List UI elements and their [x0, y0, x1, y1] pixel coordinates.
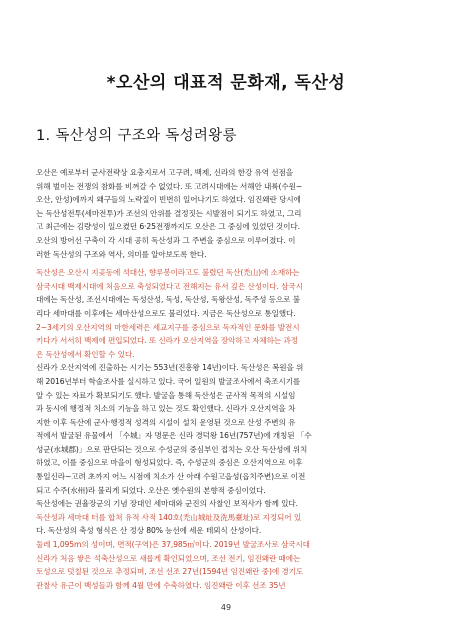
body-line: 알 수 있는 자료가 확보되기도 했다. 발굴을 통해 독산성은 군사적 목적의 시설임 — [36, 390, 296, 400]
body-line: 둘레 1,095m의 성이며, 면적(구역)은 37,985㎡이다. 2019년 발굴조사로 삼국시대 — [36, 540, 310, 550]
body-line: 독산성은 오산시 지곶동에 석대산, 향루봉이라고도 불렸던 독산(禿山)에 소재하는 — [36, 268, 300, 278]
body-line: 독산성에는 권율장군의 기념 장대인 세마대와 군진의 사찰인 보적사가 함께 있다. — [36, 499, 298, 509]
body-line: 는 독산성전투(세마전투)가 조선의 안위를 결정짓는 시발점이 되기도 하였고, 그리 — [36, 208, 302, 218]
paragraph-4 — [36, 497, 418, 592]
body-line: 적에서 발굴된 유물에서 「수城」자 명문은 신라 경덕왕 16년(757년)에 개칭된 「수 — [36, 431, 312, 441]
body-line: 독산성과 세마대 터를 합쳐 유적 사적 140호(禿山城址及洗馬臺址)로 지정되어 있 — [36, 512, 302, 522]
body-line: 토성으로 덧칠된 것으로 추정되며, 조선 선조 27년(1594년 임진왜란 중)에 경기도 — [36, 567, 304, 577]
body-line: 러한 독산성의 구조와 역사, 의미를 알아보도록 한다. — [36, 249, 207, 259]
body-line: 해 2016년부터 학술조사를 실시하고 있다. 국어 일원의 발굴조사에서 축조시기를 — [36, 376, 301, 386]
section-heading: 1. 독산성의 구조와 독성려왕릉 — [36, 128, 237, 144]
body-line: 키다가 서서히 백제에 편입되었다. 또 신라가 오산지역을 장악하고 자체하는 과정 — [36, 336, 298, 346]
body-line: 은 독산성에서 확인할 수 있다. — [36, 349, 135, 359]
body-line: 다. 독산성의 축성 형식은 산 정상 80% 능선에 세운 테뫼식 산성이다. — [36, 526, 262, 536]
body-line: 오산은 예로부터 군사전략상 요충지로서 고구려, 백제, 신라의 한강 유역 선점을 — [36, 168, 293, 177]
body-line: 되고 수주(水州)라 불리게 되었다. 오산은 옛수원의 본향적 중심이었다. — [36, 485, 266, 495]
body-line: 성군(水城郡)」으로 판단되는 것으로 수성군의 중심부인 접치는 오산 독산성에 위치 — [36, 444, 308, 454]
body-line: 신라가 오산지역에 진출하는 시기는 553년(진흥왕 14년)이다. 독산성은 복원을 위 — [36, 363, 304, 373]
paragraph-2 — [36, 266, 418, 361]
body-line: 과 동시에 행정적 치소의 기능을 하고 있는 것도 확인했다. 신라가 오산지역을 차 — [36, 404, 296, 414]
body-line: 관찰사 유근이 백성들과 함께 4월 만에 수축하였다. 임진왜란 이후 선조 35년 — [36, 580, 286, 590]
paragraph-3 — [36, 361, 418, 497]
body-line: 오산, 안성)에까지 왜구들의 노략질이 빈번히 일어나기도 하였다. 임진왜란 당시에 — [36, 195, 301, 205]
document-body — [36, 166, 418, 592]
body-line: 대에는 독산성, 조선시대에는 독성산성, 독성, 독산성, 독왕산성, 독주성 등으로 불 — [36, 295, 300, 305]
body-line: 삼국시대 백제시대에 처음으로 축성되었다고 전해지는 유서 깊은 산성이다. 삼국시 — [36, 281, 303, 291]
body-line: 위해 벌이는 전쟁의 참화를 비껴갈 수 없었다. 또 고려시대에는 서해안 내륙(수원~ — [36, 181, 303, 191]
body-line: 리다 세마대를 이후에는 세마산성으로도 불리었다. 지금은 독산성으로 통일했다. — [36, 308, 296, 318]
page-number: 49 — [220, 603, 232, 612]
body-line: 통일신라~고려 초까지 어느 시점에 치소가 산 아래 수원고읍성(읍치주변)으로 이전 — [36, 472, 306, 482]
body-line: 2~3세기의 오산지역의 마한세력은 세교지구를 중심으로 독자적인 문화를 발전시 — [36, 322, 300, 332]
body-line: 오산의 방어선 구축이 각 시대 공히 독산성과 그 주변을 중심으로 이루어졌다. 이 — [36, 235, 296, 245]
body-line: 고 최근에는 김량성이 일으켰던 6·25전쟁까지도 오산은 그 중심에 있었던 것이다. — [36, 222, 300, 232]
document-title: *오산의 대표적 문화재, 독산성 — [106, 73, 346, 93]
body-line: 신라가 처음 쌓은 석축산성으로 새롭게 확인되었으며, 조선 전기, 임진왜란 때에는 — [36, 553, 301, 563]
body-line: 하였고, 이를 중심으로 마을이 형성되었다. 즉, 수성군의 중심은 오산지역으로 이후 — [36, 458, 303, 468]
paragraph-1 — [36, 166, 418, 261]
body-line: 지한 이후 독산에 군사·행정적 성격의 시설이 설치 운영된 것으로 산성 주변의 유 — [36, 417, 296, 427]
